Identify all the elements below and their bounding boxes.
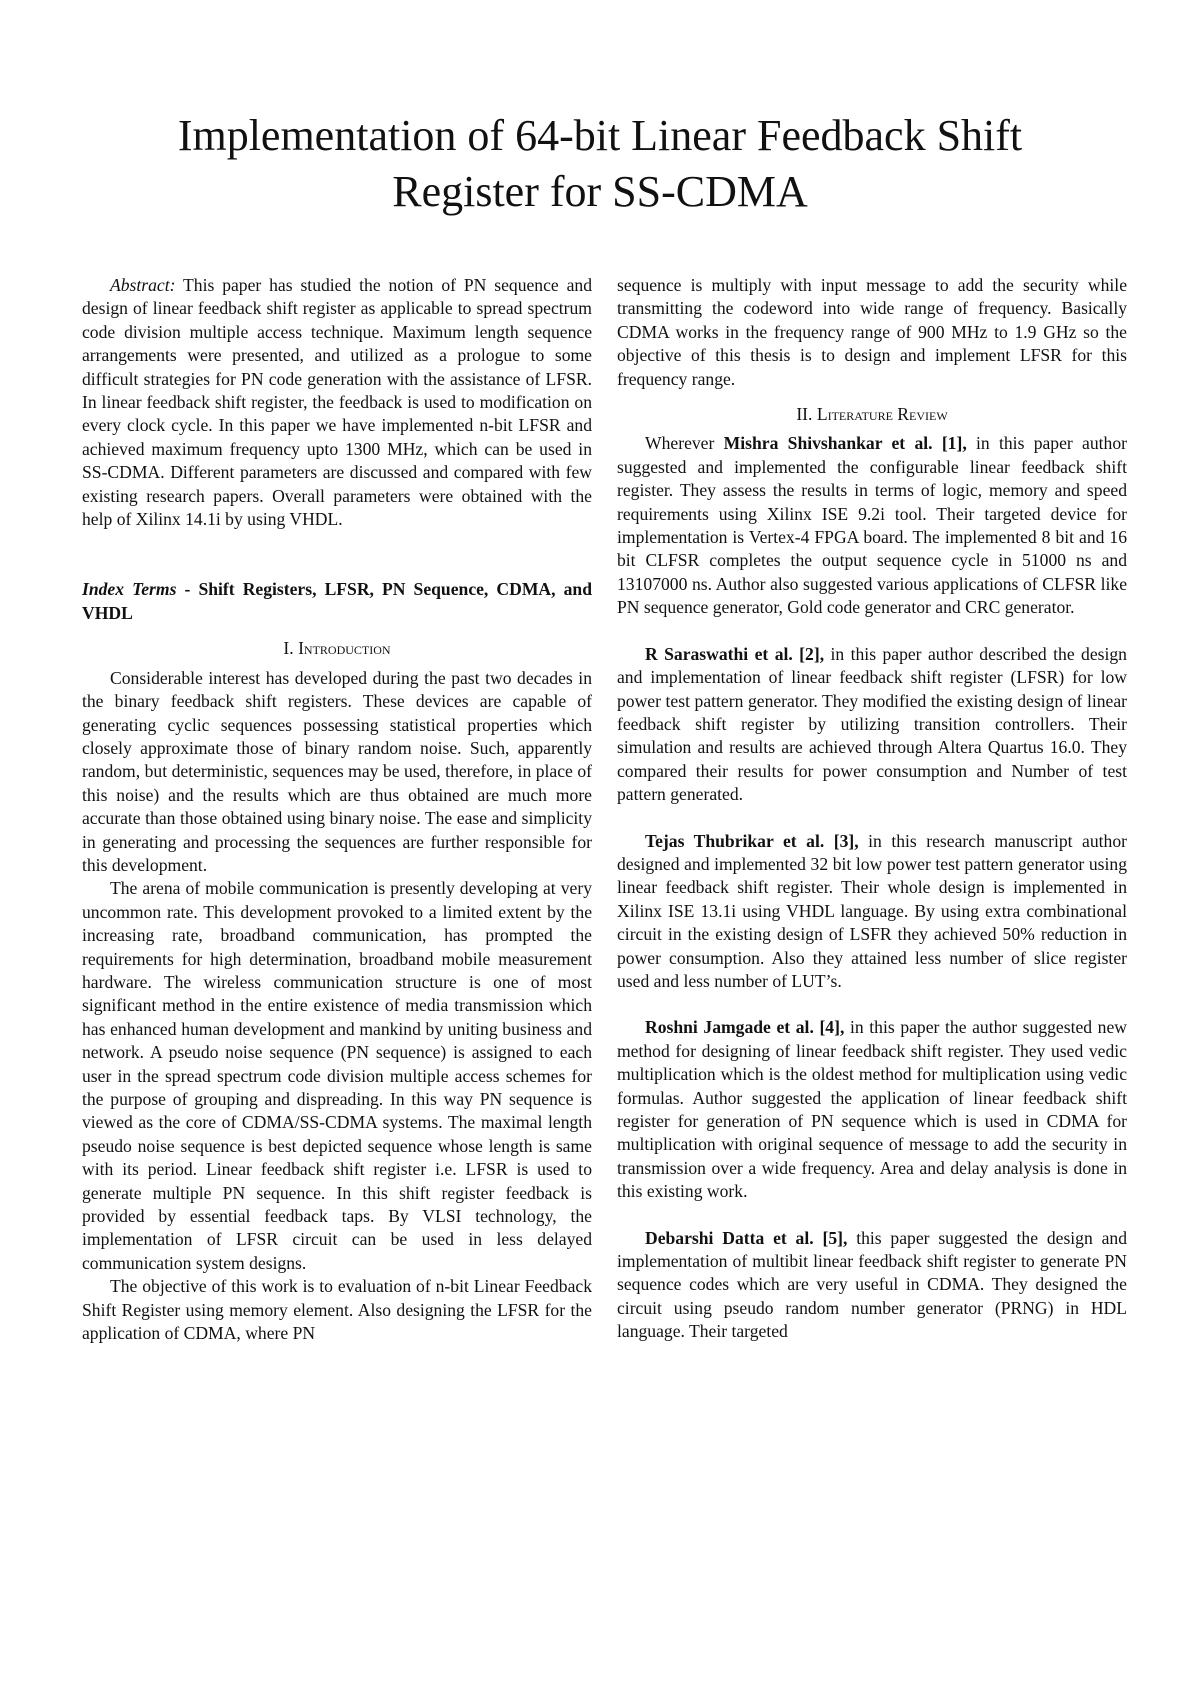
title-line-2: Register for SS-CDMA [392,167,808,216]
reference-author: R Saraswathi et al. [2], [645,643,825,664]
section-heading-literature-review: II. Literature Review [796,404,948,425]
review-paragraph-1: Wherever Mishra Shivshankar et al. [1], in this paper author suggested and implemented the configurable linear feedback shift register. They assess the results in terms of logic, memory and speed requirements using Xilinx ISE 9.2i tool. Their targeted device for implementation is Vertex-4 FPGA board. The implemented 8 bit and 16 bit CLFSR completes the output sequence cycle in 51000 ns and 13107000 ns. Author also suggested various applications of CLFSR like PN sequence generator, Gold code generator and CRC generator. [617,433,1128,618]
review-paragraph-2: R Saraswathi et al. [2], in this paper author described the design and implementation of linear feedback shift register (LFSR) for low power test pattern generator. They modified the existing design of linear feedback shift register by utilizing transition controllers. Their simulation and results are achieved through Altera Quartus 16.0. They compared their results for power consumption and Number of test pattern generated. [617,643,1127,805]
index-terms [82,578,592,625]
reference-author: Roshni Jamgade et al. [4], [645,1017,845,1038]
review-paragraph-5: Debarshi Datta et al. [5], this paper suggested the design and implementation of multibit linear feedback shift register to generate PN sequence codes which are very useful in CDMA. They designed the circuit using pseudo random number generator (PRNG) in HDL language. Their targeted [617,1227,1127,1342]
index-terms-text: - Shift Registers, LFSR, PN Sequence, CDMA, and VHDL [82,579,592,623]
left-column [82,274,592,1345]
reference-author: Tejas Thubrikar et al. [3], [645,830,859,851]
abstract [82,274,592,531]
index-terms-label: Index Terms [82,579,177,600]
intro-paragraph-3: The objective of this work is to evaluation of n-bit Linear Feedback Shift Register using memory element. Also designing the LFSR for the application of CDMA, where PN [82,1276,592,1344]
reference-author: Mishra Shivshankar et al. [1], [723,433,967,454]
intro-paragraph-2: The arena of mobile communication is presently developing at very uncommon rate. This development provoked to a limited extent by the increasing rate, broadband communication, has prompted the requirements for high determination, broadband mobile measurement hardware. The wireless communication structure is one of most significant method in the entire existence of media transmission which has enhanced human development and mankind by uniting business and network. A pseudo noise sequence (PN sequence) is assigned to each user in the spread spectrum code division multiple access schemes for the purpose of grouping and dispreading. In this way PN sequence is viewed as the core of CDMA/SS-CDMA systems. The maximal length pseudo noise sequence is best depicted sequence whose length is same with its period. Linear feedback shift register i.e. LFSR is used to generate multiple PN sequence. In this shift register feedback is provided by essential feedback taps. By VLSI technology, the implementation of LFSR circuit can be used in less delayed communication system designs. [82,878,592,1273]
review-paragraph-3: Tejas Thubrikar et al. [3], in this research manuscript author designed and implemented 32 bit low power test pattern generator using linear feedback shift register. Their whole design is implemented in Xilinx ISE 13.1i using VHDL language. By using extra combinational circuit in the existing design of LSFR they achieved 50% reduction in power consumption. Also they attained less number of slice register used and less number of LUT’s. [617,830,1127,991]
abstract-label: Abstract: [110,275,176,295]
intro-paragraph-1: Considerable interest has developed during the past two decades in the binary feedback shift registers. These devices are capable of generating cyclic sequences possessing statistical properties which closely approximate those of binary random noise. Such, apparently random, but deterministic, sequences may be used, therefore, in place of this noise) and the results which are thus obtained are much more accurate than those obtained using binary noise. The ease and simplicity in generating and processing the sequences are further responsible for this development. [82,667,592,875]
paper-title [60,108,1140,220]
reference-author: Debarshi Datta et al. [5], [645,1227,848,1248]
abstract-text: This paper has studied the notion of PN sequence and design of linear feedback shift register as applicable to spread spectrum code division multiple access technique. Maximum length sequence arrangements were presented, and utilized as a prologue to some difficult strategies for PN code generation with the assistance of LFSR. In linear feedback shift register, the feedback is used to modification on every clock cycle. In this paper we have implemented n-bit LFSR and achieved maximum frequency upto 1300 MHz, which can be used in SS-CDMA. Different parameters are discussed and compared with few existing research papers. Overall parameters were obtained with the help of Xilinx 14.1i by using VHDL. [82,275,592,530]
title-line-1: Implementation of 64-bit Linear Feedback Shift [177,111,1023,160]
continued-paragraph: sequence is multiply with input message to add the security while transmitting the codeword into wide range of frequency. Basically CDMA works in the frequency range of 900 MHz to 1.9 GHz so the objective of this thesis is to design and implement LFSR for this frequency range. [617,275,1127,389]
review-paragraph-4: Roshni Jamgade et al. [4], in this paper the author suggested new method for designing of linear feedback shift register. They used vedic multiplication which is the oldest method for multiplication using vedic formulas. Author suggested the application of linear feedback shift register for generation of PN sequence which is used in CDMA for multiplication with original sequence of message to add the security in transmission over a wide frequency. Area and delay analysis is done in this existing work. [617,1017,1127,1202]
right-column [617,274,1127,1344]
section-heading-introduction: I. Introduction [283,638,391,659]
